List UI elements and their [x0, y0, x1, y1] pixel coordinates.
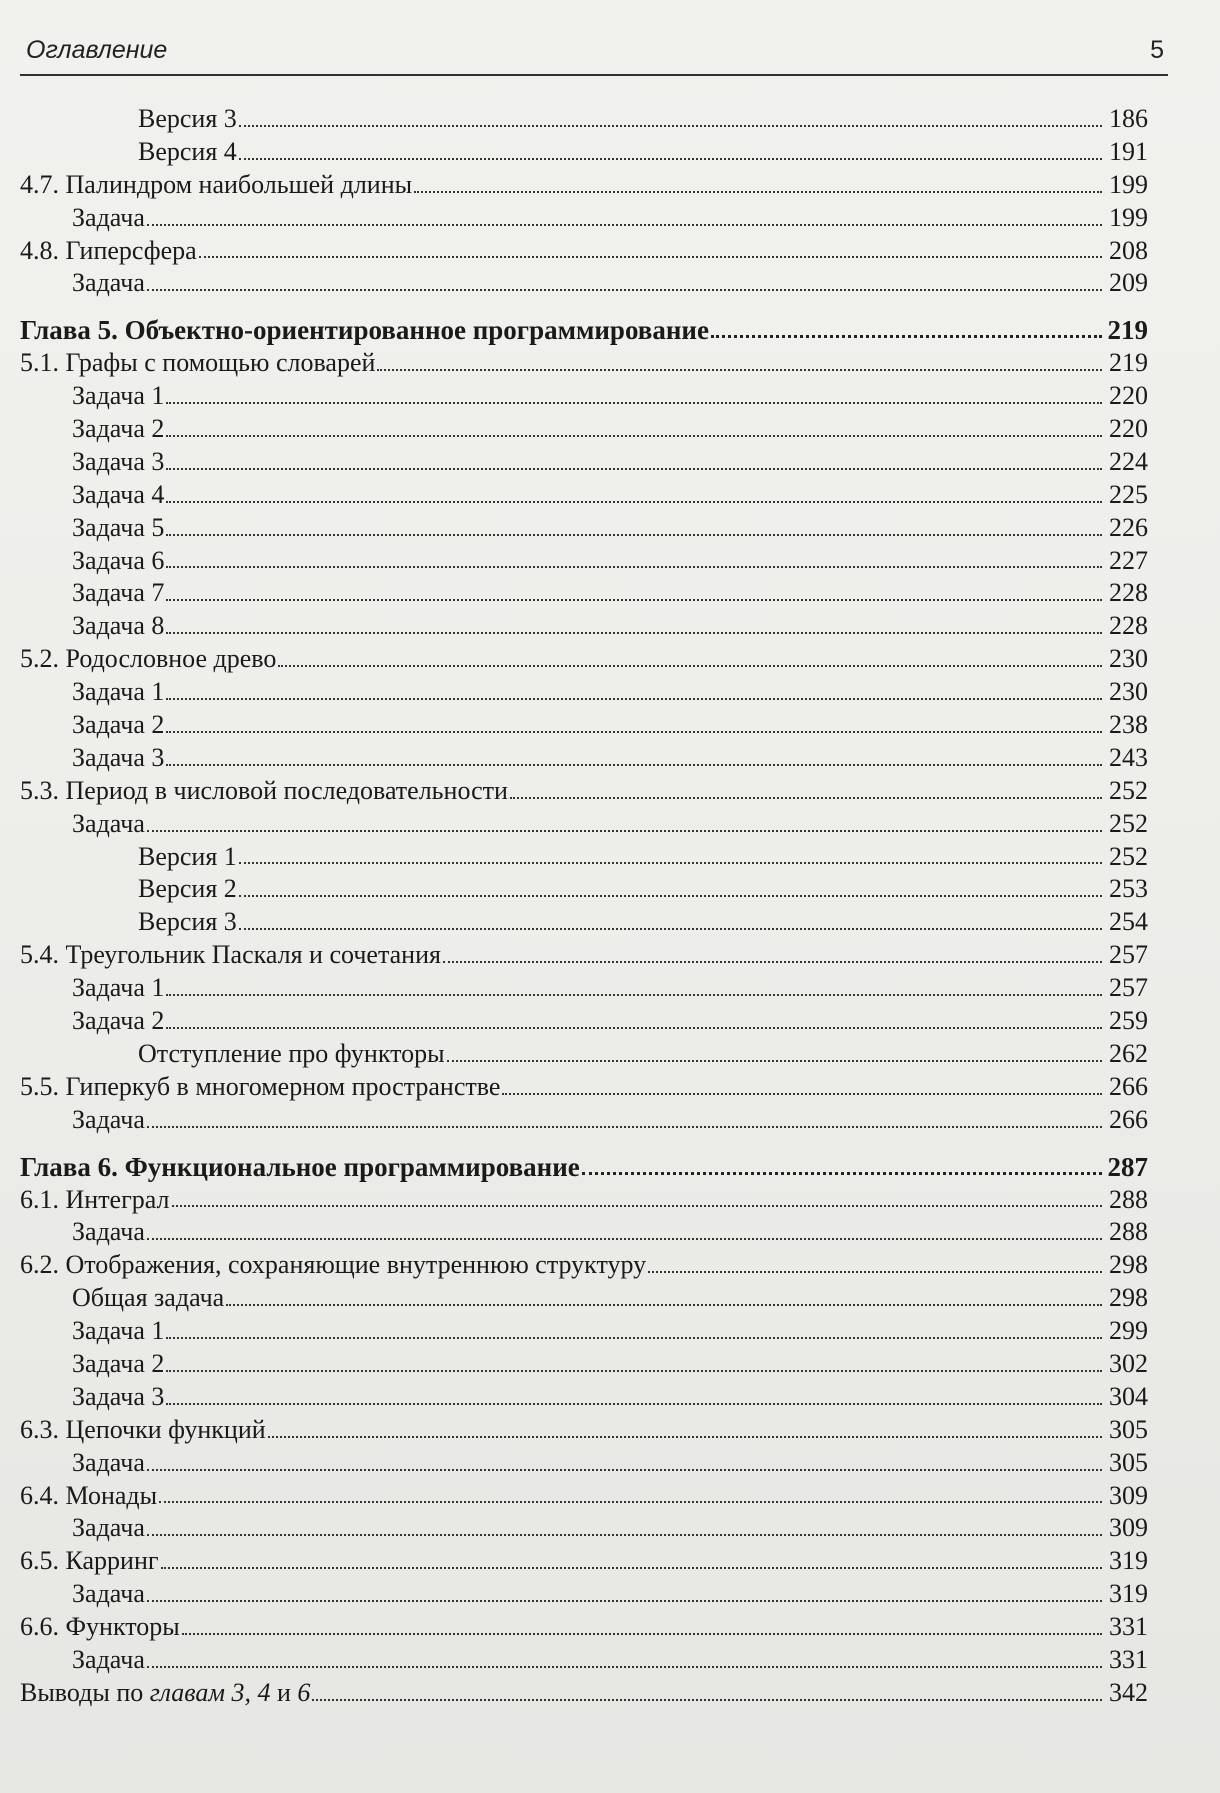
toc-entry-page: 331 [1109, 1612, 1148, 1642]
leader-dots [312, 1699, 1102, 1701]
toc-entry-page: 186 [1109, 104, 1148, 133]
toc-entry-title: 4.8. Гиперсфера [20, 235, 197, 265]
toc-entry [20, 169, 1148, 202]
toc-entry-title: Задача 1 [72, 1316, 165, 1346]
leader-dots [166, 731, 1102, 733]
toc-entry-title: Задача [72, 1644, 145, 1674]
toc-entry [20, 1611, 1148, 1644]
leader-dots [147, 830, 1102, 832]
toc-entry-page: 219 [1109, 348, 1148, 378]
header-rule [20, 74, 1168, 76]
toc-entry-title: Версия 2 [138, 874, 237, 904]
toc-entry [20, 1315, 1148, 1348]
toc-entry [20, 906, 1148, 939]
leader-dots [239, 928, 1102, 930]
toc-entry [20, 267, 1148, 300]
toc-entry-title: 6.1. Интеграл [20, 1184, 170, 1214]
leader-dots [239, 862, 1102, 864]
leader-dots [147, 1600, 1102, 1602]
toc-entry [20, 808, 1148, 841]
toc-entry-page: 199 [1109, 169, 1148, 199]
leader-dots [226, 1304, 1102, 1306]
toc-entry [20, 479, 1148, 512]
toc-entry-page: 252 [1109, 808, 1148, 838]
toc-entry [20, 676, 1148, 709]
toc-entry [20, 446, 1148, 479]
leader-dots [166, 1027, 1102, 1029]
leader-dots [147, 289, 1102, 291]
leader-dots [166, 468, 1102, 470]
toc-entry-title: Глава 5. Объектно-ориентированное программирование [20, 315, 709, 346]
toc-entry-page: 309 [1109, 1480, 1148, 1510]
toc-entry-title: Отступление про функторы [138, 1038, 445, 1068]
leader-dots [147, 1238, 1102, 1240]
leader-dots [166, 764, 1102, 766]
toc-entry-title: 6.6. Функторы [20, 1612, 180, 1642]
toc-entry [20, 380, 1148, 413]
toc-entry [20, 1644, 1148, 1677]
leader-dots [414, 191, 1102, 193]
leader-dots [166, 501, 1102, 503]
toc-entry-page: 219 [1107, 315, 1148, 346]
toc-entry-page: 254 [1109, 907, 1148, 937]
toc-entry [20, 1005, 1148, 1038]
toc-entry-page: 342 [1109, 1677, 1148, 1707]
toc-entry-title: Задача 1 [72, 381, 165, 411]
leader-dots [199, 256, 1102, 258]
toc-entry [20, 742, 1148, 775]
leader-dots [159, 1501, 1102, 1503]
toc-entry-title: 5.4. Треугольник Паскаля и сочетания [20, 940, 441, 970]
toc-entry [20, 545, 1148, 578]
toc-entry-page: 253 [1109, 874, 1148, 904]
toc-entry-title: Задача 2 [72, 710, 165, 740]
leader-dots [147, 1126, 1102, 1128]
toc-entry [20, 1184, 1148, 1217]
leader-dots [239, 895, 1102, 897]
leader-dots [147, 1469, 1102, 1471]
toc-entry-title: Задача 8 [72, 611, 165, 641]
toc-entry [20, 939, 1148, 972]
toc-entry-page: 331 [1109, 1644, 1148, 1674]
toc-entry-page: 305 [1109, 1447, 1148, 1477]
toc-entry-page: 262 [1109, 1038, 1148, 1068]
toc-entry-title: 6.3. Цепочки функций [20, 1414, 266, 1444]
toc-entry-title: Задача 3 [72, 446, 165, 476]
toc-entry-page: 259 [1109, 1006, 1148, 1036]
toc-entry [20, 1282, 1148, 1315]
toc-entry-page: 228 [1109, 611, 1148, 641]
toc-entry-page: 220 [1109, 414, 1148, 444]
toc-entry [20, 1249, 1148, 1282]
leader-dots [166, 1337, 1102, 1339]
toc-entry-title: Задача 6 [72, 545, 165, 575]
toc-entry [20, 1578, 1148, 1611]
toc-entry [20, 1545, 1148, 1578]
toc-entry-page: 299 [1109, 1316, 1148, 1346]
leader-dots [443, 961, 1102, 963]
toc-entry-page: 230 [1109, 644, 1148, 674]
toc-entry-title: Задача 1 [72, 677, 165, 707]
toc-entry-title: Глава 6. Функциональное программирование [20, 1151, 580, 1182]
toc-entry-title: 5.3. Период в числовой последовательности [20, 775, 508, 805]
toc-entry [20, 577, 1148, 610]
toc-entry [20, 841, 1148, 874]
toc-entry [20, 1512, 1148, 1545]
toc-entry-page: 220 [1109, 381, 1148, 411]
leader-dots [711, 335, 1102, 338]
leader-dots [447, 1060, 1102, 1062]
toc-entry [20, 1381, 1148, 1414]
toc-entry [20, 235, 1148, 268]
leader-dots [166, 435, 1102, 437]
toc-entry-page: 298 [1109, 1250, 1148, 1280]
toc-entry-page: 208 [1109, 235, 1148, 265]
running-head-page-number: 5 [1150, 36, 1164, 64]
toc-entry-page: 257 [1109, 973, 1148, 1003]
toc-entry-title: Версия 3 [138, 104, 237, 133]
toc-entry-title: Задача [72, 1513, 145, 1543]
toc-entry-page: 224 [1109, 446, 1148, 476]
toc-entry-title: Задача 1 [72, 973, 165, 1003]
leader-dots [648, 1271, 1102, 1273]
toc-entry-title: Выводы по главам 3, 4 и 6 [20, 1677, 311, 1707]
leader-dots [182, 1633, 1102, 1635]
toc-entry-page: 302 [1109, 1348, 1148, 1378]
toc-entry [20, 1104, 1148, 1137]
toc-entry-page: 226 [1109, 512, 1148, 542]
toc-entry-page: 225 [1109, 479, 1148, 509]
toc-entry [20, 1480, 1148, 1513]
toc-entry [20, 873, 1148, 906]
toc-entry-title: Задача 5 [72, 512, 165, 542]
toc-entry-title: Версия 4 [138, 136, 237, 166]
toc-entry-page: 191 [1109, 136, 1148, 166]
toc-entry-page: 266 [1109, 1104, 1148, 1134]
toc-entry [20, 413, 1148, 446]
toc-entry-page: 309 [1109, 1513, 1148, 1543]
toc-entry-page: 228 [1109, 578, 1148, 608]
table-of-contents [20, 103, 1148, 1710]
toc-entry-title: Общая задача [72, 1283, 225, 1313]
leader-dots [166, 698, 1102, 700]
toc-entry-page: 288 [1109, 1217, 1148, 1247]
toc-entry [20, 1216, 1148, 1249]
leader-dots [502, 1093, 1102, 1095]
toc-entry-page: 199 [1109, 202, 1148, 232]
toc-entry [20, 136, 1148, 169]
toc-entry-title: Задача [72, 268, 145, 298]
toc-entry-title: Версия 3 [138, 907, 237, 937]
leader-dots [166, 534, 1102, 536]
leader-dots [147, 1666, 1102, 1668]
toc-entry [20, 972, 1148, 1005]
toc-entry-title: Задача 2 [72, 1006, 165, 1036]
toc-entry-title: Задача 3 [72, 742, 165, 772]
toc-entry [20, 610, 1148, 643]
toc-entry-title: Задача [72, 1217, 145, 1247]
leader-dots [161, 1567, 1102, 1569]
toc-entry-page: 243 [1109, 742, 1148, 772]
toc-entry [20, 709, 1148, 742]
toc-entry [20, 643, 1148, 676]
toc-entry [20, 202, 1148, 235]
toc-entry [20, 512, 1148, 545]
toc-entry-page: 319 [1109, 1546, 1148, 1576]
toc-entry-title: Задача [72, 1104, 145, 1134]
toc-entry-page: 266 [1109, 1071, 1148, 1101]
leader-dots [239, 125, 1102, 127]
toc-chapter-entry [20, 314, 1148, 347]
toc-entry-title: Задача [72, 808, 145, 838]
toc-entry-title: 6.5. Карринг [20, 1546, 159, 1576]
toc-entry-title: Задача 4 [72, 479, 165, 509]
toc-entry [20, 103, 1148, 136]
toc-entry-page: 257 [1109, 940, 1148, 970]
toc-entry-title: Задача 3 [72, 1381, 165, 1411]
toc-entry-page: 252 [1109, 775, 1148, 805]
toc-entry-title: Задача 2 [72, 1348, 165, 1378]
toc-entry-title: 5.1. Графы с помощью словарей [20, 348, 376, 378]
toc-entry-title: 6.2. Отображения, сохраняющие внутреннюю структуру [20, 1250, 647, 1280]
toc-entry-page: 298 [1109, 1283, 1148, 1313]
toc-entry-page: 227 [1109, 545, 1148, 575]
toc-entry-page: 305 [1109, 1414, 1148, 1444]
toc-entry-page: 287 [1107, 1151, 1148, 1182]
toc-entry [20, 1677, 1148, 1710]
leader-dots [166, 632, 1102, 634]
toc-entry [20, 1348, 1148, 1381]
leader-dots [166, 1370, 1102, 1372]
leader-dots [510, 797, 1102, 799]
toc-entry [20, 347, 1148, 380]
toc-entry [20, 775, 1148, 808]
running-head [26, 36, 1164, 65]
toc-entry-title: 5.2. Родословное древо [20, 644, 277, 674]
leader-dots [377, 369, 1102, 371]
leader-dots [278, 665, 1102, 667]
toc-entry-title: Версия 1 [138, 841, 237, 871]
leader-dots [166, 402, 1102, 404]
toc-entry-title: Задача [72, 1447, 145, 1477]
toc-entry-title: Задача [72, 1579, 145, 1609]
toc-entry-page: 288 [1109, 1184, 1148, 1214]
toc-entry [20, 1038, 1148, 1071]
leader-dots [147, 224, 1102, 226]
toc-entry-title: Задача 7 [72, 578, 165, 608]
leader-dots [172, 1205, 1103, 1207]
toc-entry [20, 1447, 1148, 1480]
toc-entry-title: Задача 2 [72, 414, 165, 444]
leader-dots [239, 158, 1102, 160]
toc-entry-title: 5.5. Гиперкуб в многомерном пространстве [20, 1071, 501, 1101]
leader-dots [166, 1403, 1102, 1405]
toc-entry-page: 238 [1109, 710, 1148, 740]
toc-entry-title: 4.7. Палиндром наибольшей длины [20, 169, 413, 199]
leader-dots [166, 599, 1102, 601]
toc-entry-page: 319 [1109, 1579, 1148, 1609]
toc-entry-page: 252 [1109, 841, 1148, 871]
leader-dots [166, 994, 1102, 996]
leader-dots [147, 1534, 1102, 1536]
toc-entry-page: 209 [1109, 268, 1148, 298]
toc-entry [20, 1414, 1148, 1447]
toc-entry-title: Задача [72, 202, 145, 232]
leader-dots [166, 566, 1102, 568]
leader-dots [582, 1172, 1102, 1175]
toc-entry-page: 230 [1109, 677, 1148, 707]
toc-chapter-entry [20, 1151, 1148, 1184]
toc-entry-page: 304 [1109, 1381, 1148, 1411]
leader-dots [268, 1436, 1102, 1438]
toc-entry-title: 6.4. Монады [20, 1480, 158, 1510]
toc-entry [20, 1071, 1148, 1104]
running-head-title: Оглавление [26, 36, 168, 64]
